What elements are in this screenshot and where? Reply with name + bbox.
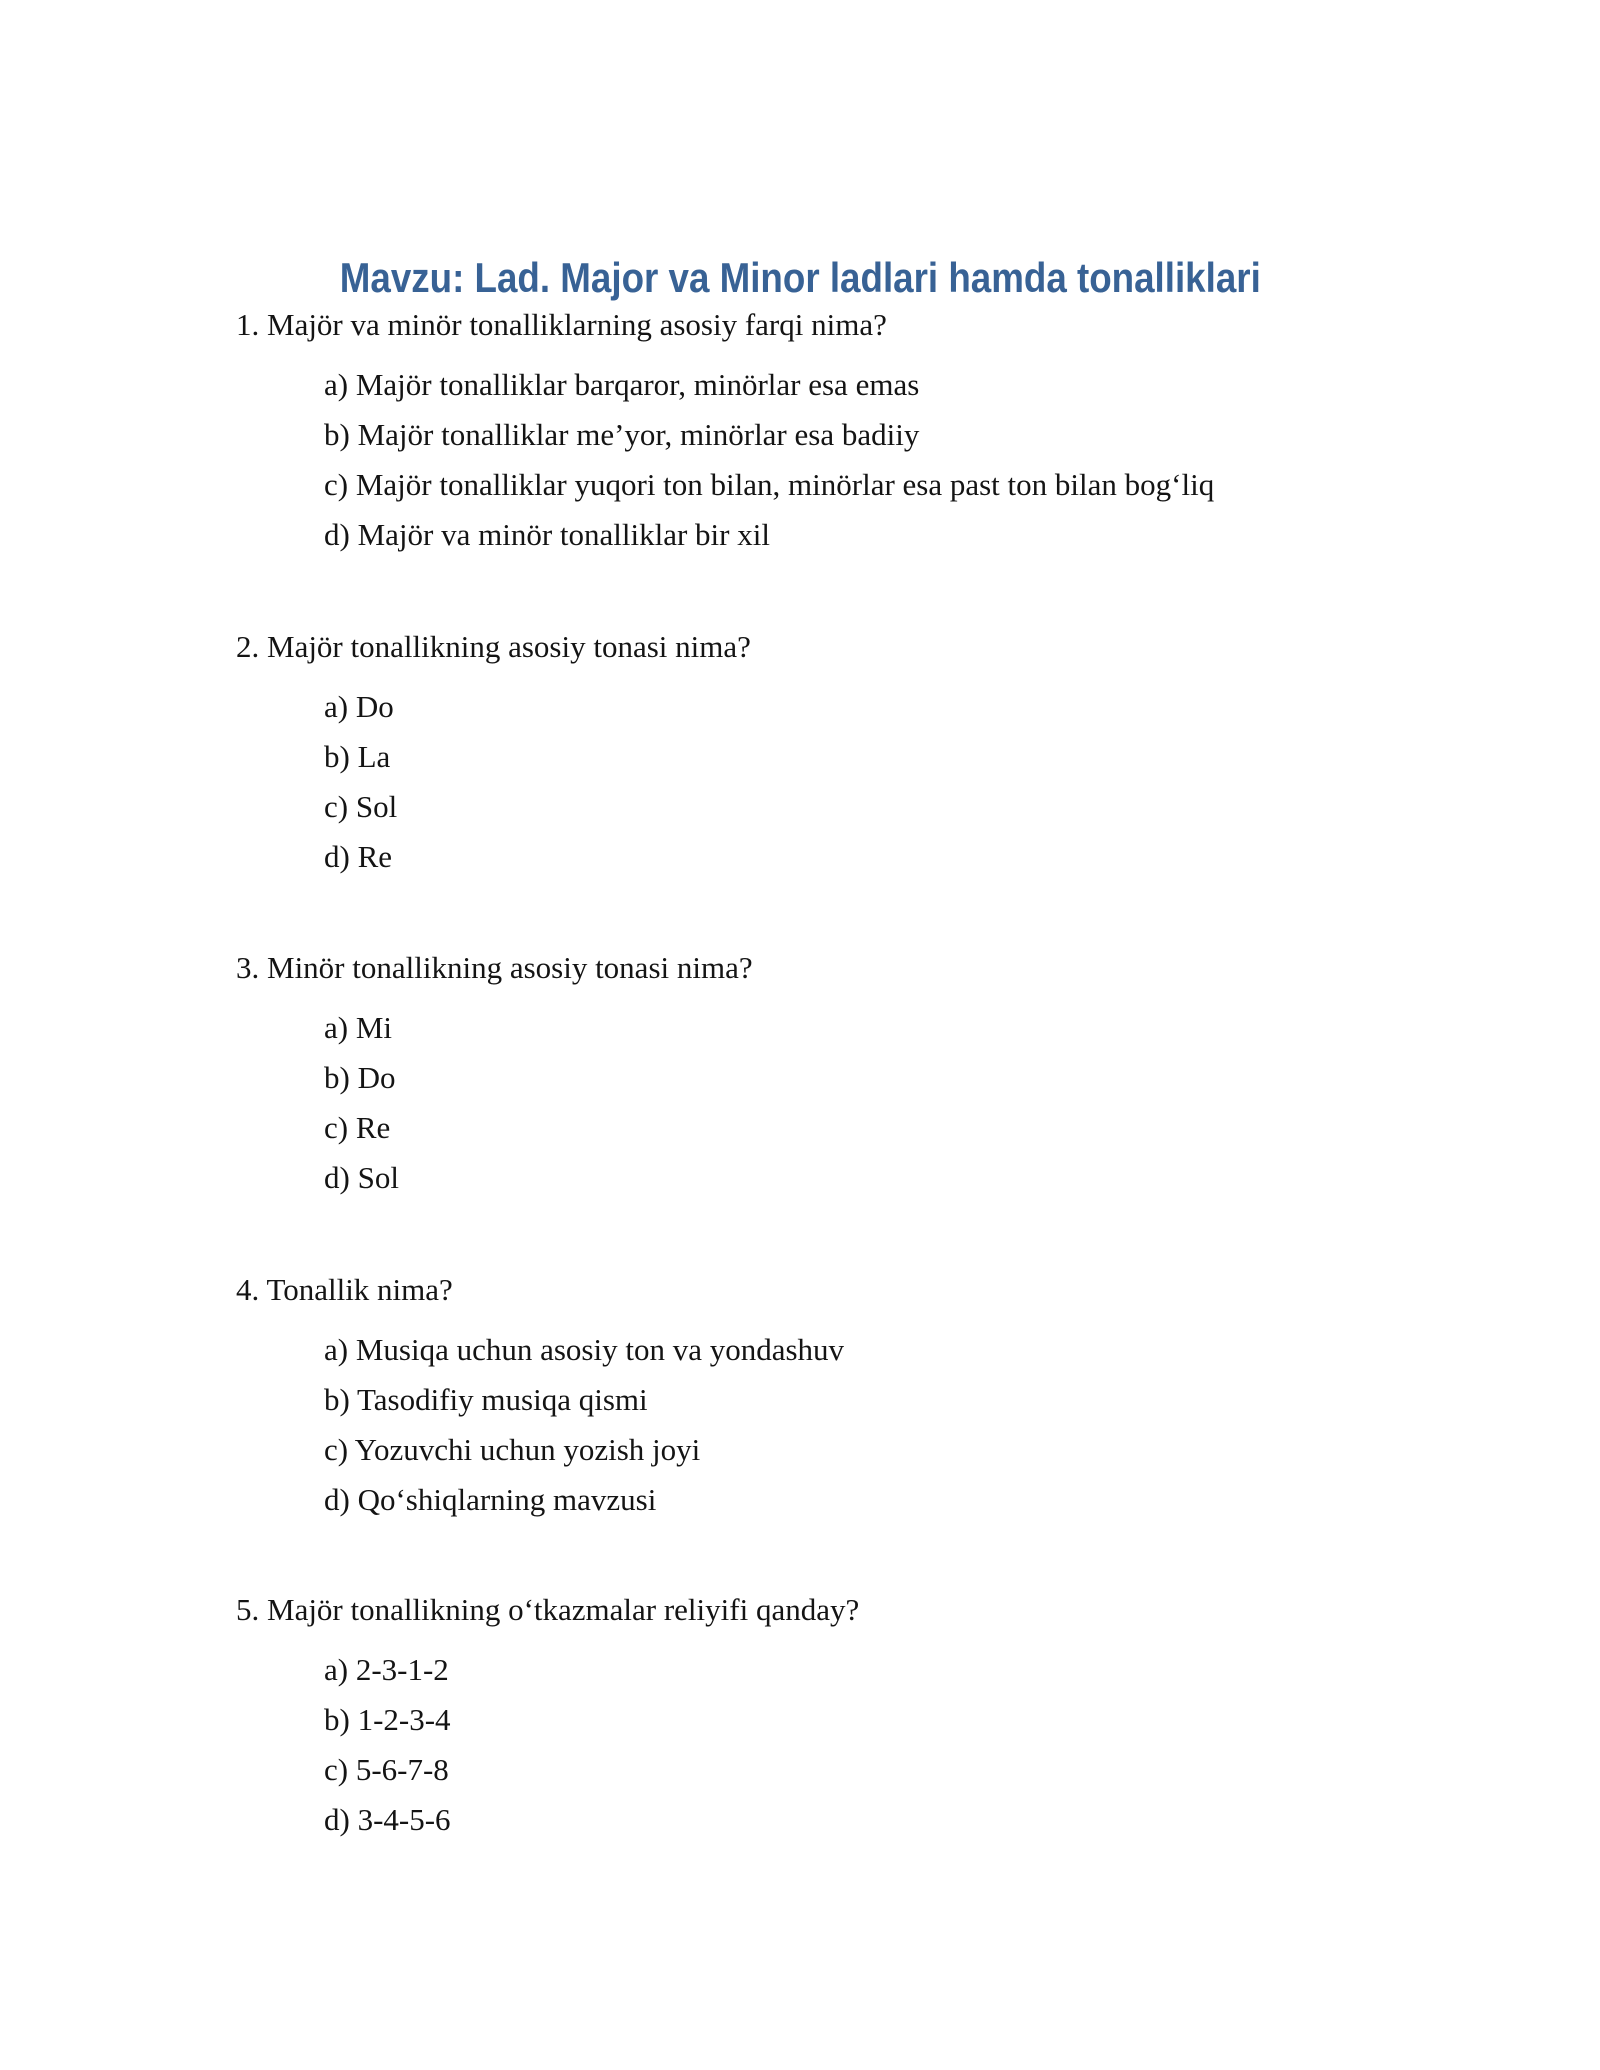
question-1-option-a: a) Majör tonalliklar barqaror, minörlar esa emas xyxy=(324,367,920,402)
question-5-text: 5. Majör tonallikning o‘tkazmalar reliyifi qanday? xyxy=(236,1592,860,1627)
question-4-option-b: b) Tasodifiy musiqa qismi xyxy=(324,1382,648,1417)
document-title-text: Mavzu: Lad. Major va Minor ladlari hamda tonalliklari xyxy=(339,254,1261,301)
question-4-option-d: d) Qo‘shiqlarning mavzusi xyxy=(324,1482,657,1517)
question-4-option-c: c) Yozuvchi uchun yozish joyi xyxy=(324,1432,701,1467)
question-3-option-d: d) Sol xyxy=(324,1160,399,1195)
question-3-text: 3. Minör tonallikning asosiy tonasi nima? xyxy=(236,950,753,985)
question-2-option-a: a) Do xyxy=(324,689,394,724)
question-5-option-c: c) 5-6-7-8 xyxy=(324,1752,449,1787)
question-5-option-d: d) 3-4-5-6 xyxy=(324,1802,451,1837)
question-2-option-c: c) Sol xyxy=(324,789,398,824)
question-group-4 xyxy=(236,1269,1556,1529)
question-3-option-b: b) Do xyxy=(324,1060,396,1095)
question-1-option-d: d) Majör va minör tonalliklar bir xil xyxy=(324,517,770,552)
question-group-3 xyxy=(236,947,1556,1207)
question-5-option-b: b) 1-2-3-4 xyxy=(324,1702,451,1737)
question-3-option-a: a) Mi xyxy=(324,1010,393,1045)
question-2-text: 2. Majör tonallikning asosiy tonasi nima? xyxy=(236,629,751,664)
question-4-option-a: a) Musiqa uchun asosiy ton va yondashuv xyxy=(324,1332,845,1367)
question-3-option-c: c) Re xyxy=(324,1110,391,1145)
document-title xyxy=(0,253,1600,303)
question-4-text: 4. Tonallik nima? xyxy=(236,1272,453,1307)
question-1-option-c: c) Majör tonalliklar yuqori ton bilan, minörlar esa past ton bilan bog‘liq xyxy=(324,467,1215,502)
question-2-option-d: d) Re xyxy=(324,839,393,874)
question-group-2 xyxy=(236,626,1556,886)
question-5-option-a: a) 2-3-1-2 xyxy=(324,1652,449,1687)
question-group-5 xyxy=(236,1589,1556,1849)
question-group-1 xyxy=(236,304,1556,564)
question-1-option-b: b) Majör tonalliklar me’yor, minörlar esa badiiy xyxy=(324,417,920,452)
question-1-text: 1. Majör va minör tonalliklarning asosiy farqi nima? xyxy=(236,307,887,342)
question-2-option-b: b) La xyxy=(324,739,391,774)
